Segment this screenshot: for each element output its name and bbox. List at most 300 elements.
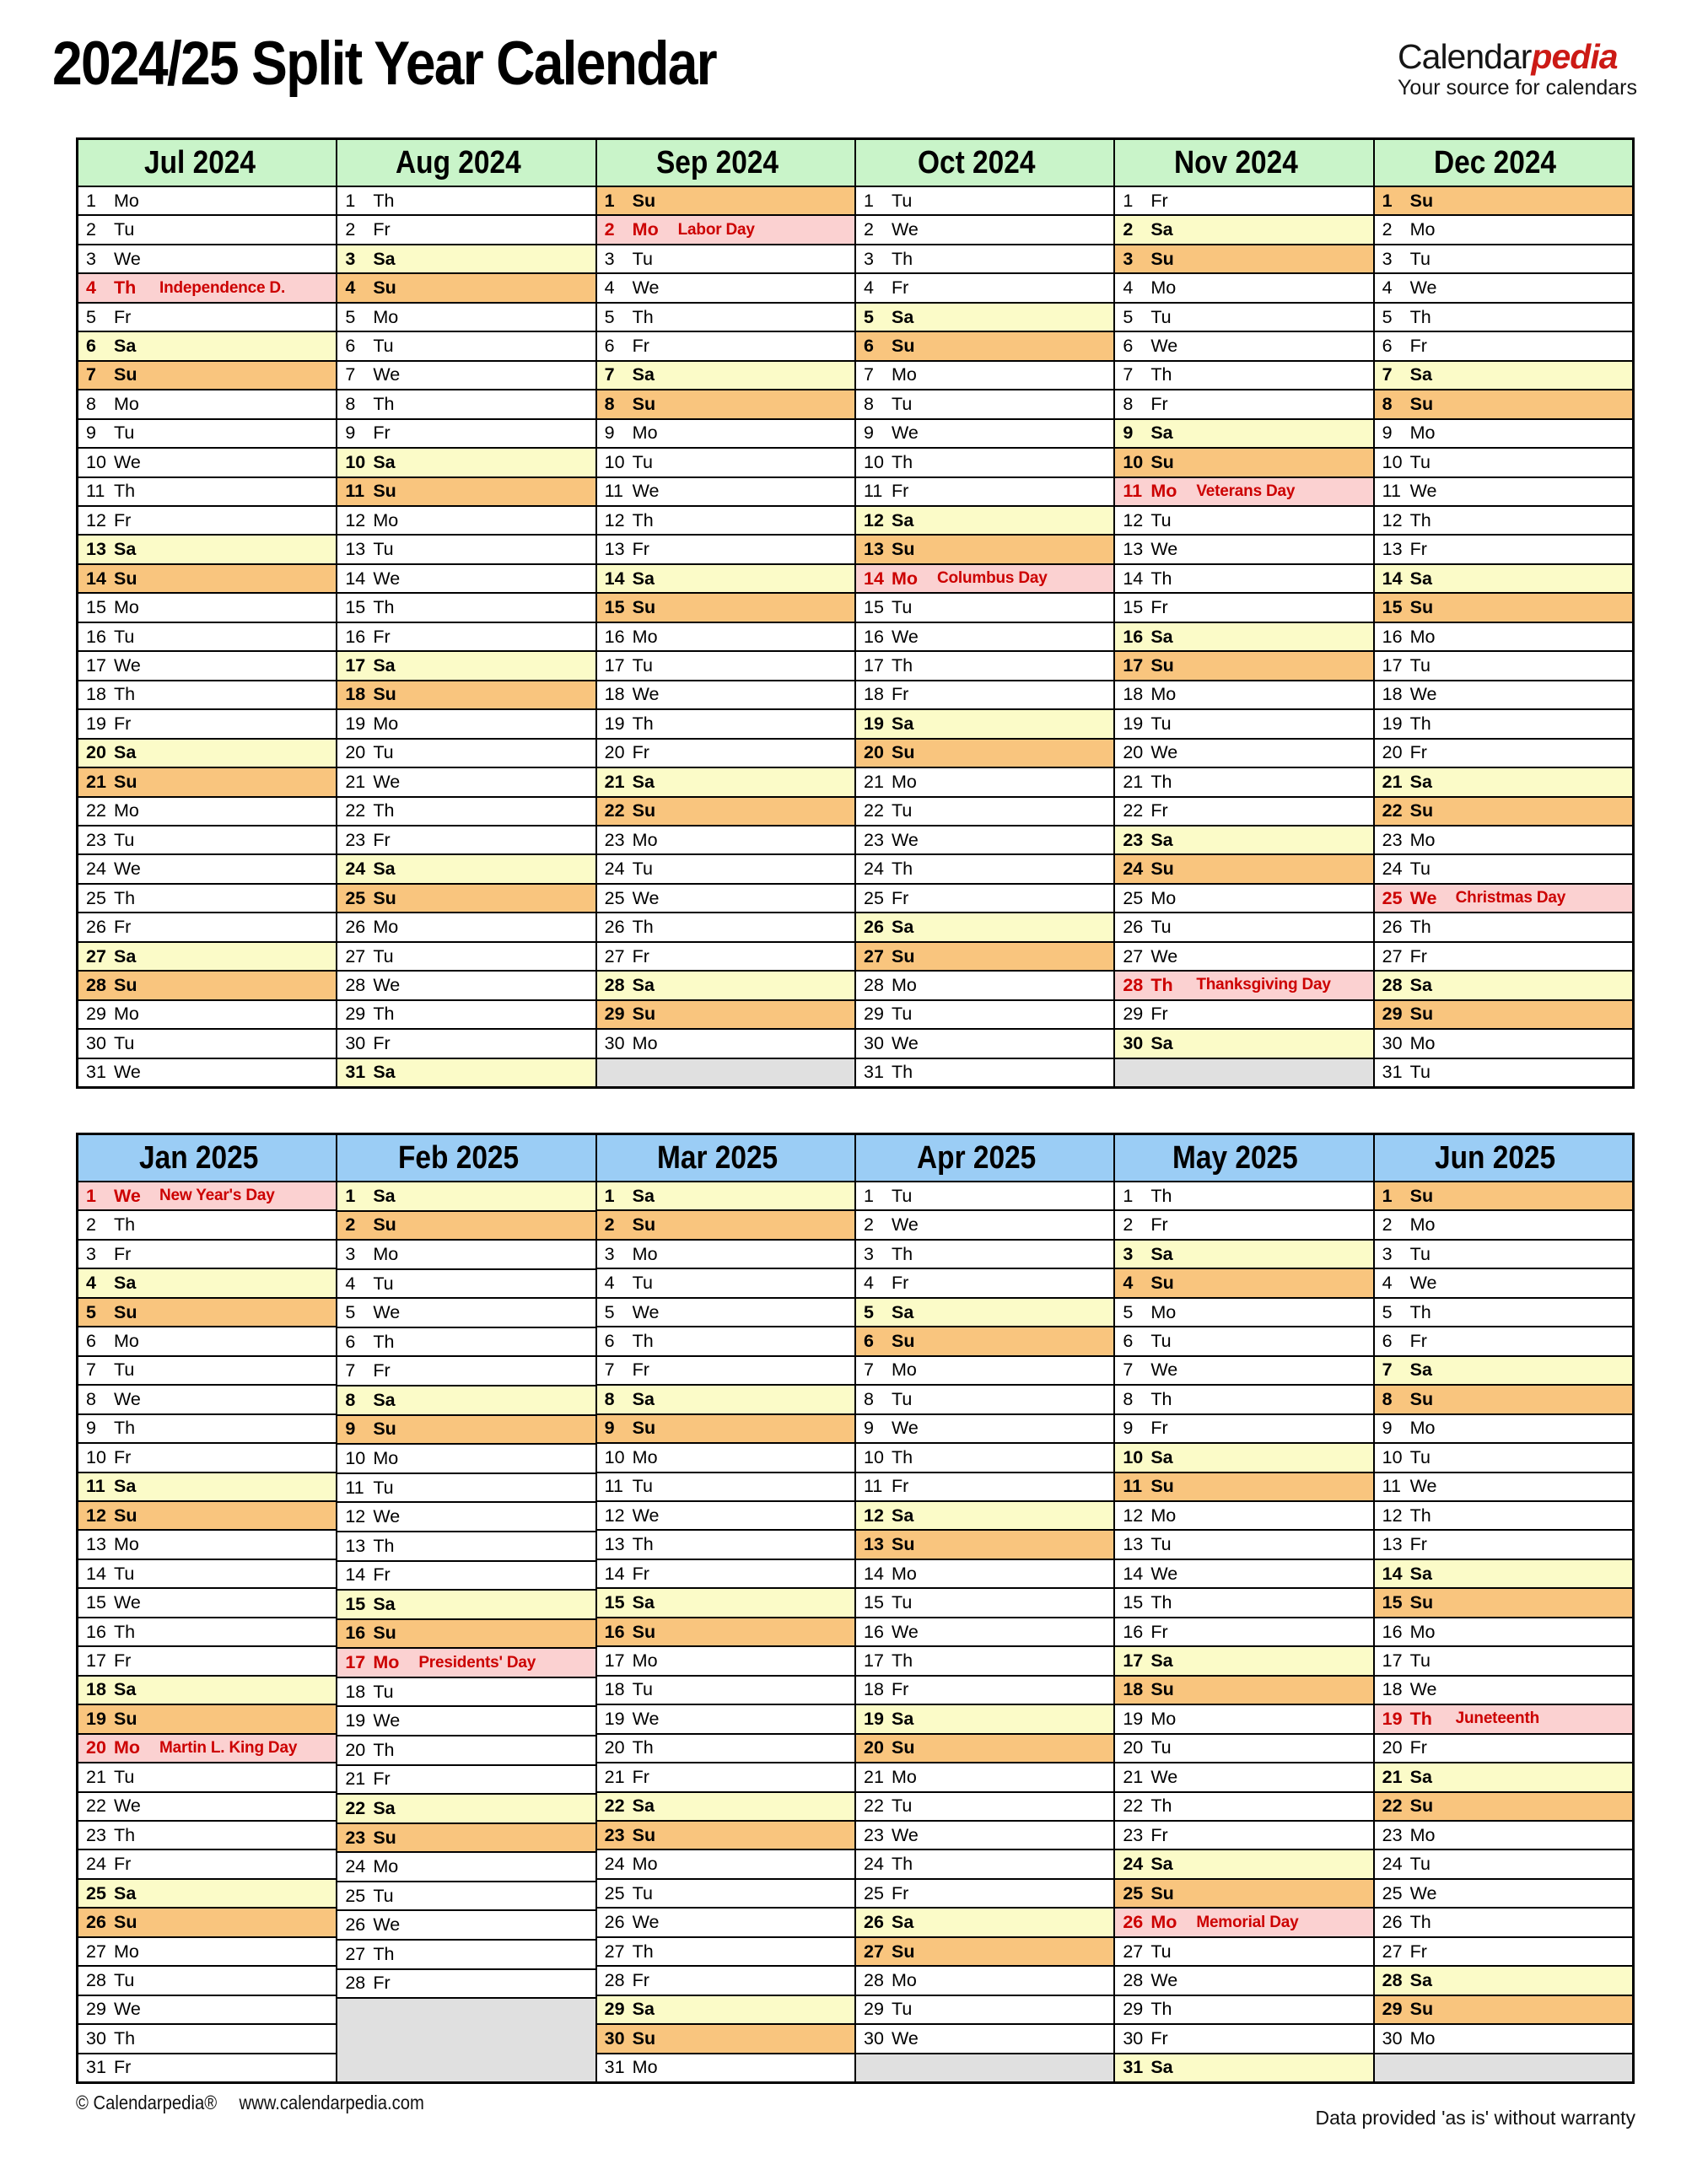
day-cell [78,1357,336,1386]
weekday-abbr: Th [1150,974,1173,995]
month-header-row-2025 [78,1135,1632,1182]
day-number: 22 [1123,800,1144,821]
day-cell [1375,710,1632,739]
day-cell [597,1211,854,1240]
day-cell [1375,1211,1632,1240]
weekday-abbr: Su [891,1737,915,1758]
weekday-abbr: Sa [891,1912,914,1933]
day-number: 10 [1123,451,1144,472]
day-number: 6 [1382,335,1393,356]
weekday-abbr: Mo [1409,2027,1436,2049]
weekday-abbr: Sa [632,364,655,385]
weekday-abbr: Mo [632,1446,658,1467]
holiday-label: Independence D. [159,278,286,297]
day-number: 28 [1123,974,1144,995]
day-number: 5 [345,1302,356,1323]
weekday-abbr: Su [1409,1592,1434,1613]
day-cell [1115,1589,1372,1618]
day-number: 26 [86,917,106,938]
weekday-abbr: Mo [373,1856,399,1877]
day-cell [1115,1705,1372,1734]
day-cell [1115,536,1372,564]
weekday-abbr: Fr [632,1766,649,1787]
day-cell [1375,798,1632,826]
weekday-abbr: Su [891,1941,915,1962]
weekday-abbr: Tu [1409,1854,1431,1875]
day-cell [337,885,595,913]
day-number: 11 [1382,481,1401,502]
weekday-abbr: Tu [114,1969,135,1990]
day-number: 10 [1382,451,1403,472]
day-cell [78,826,336,855]
weekday-abbr: Th [891,1446,913,1467]
day-number: 24 [86,1854,106,1875]
day-number: 26 [1123,1912,1144,1933]
weekday-abbr: Sa [373,451,396,472]
weekday-abbr: Fr [114,1854,132,1875]
day-number: 22 [86,800,106,821]
weekday-abbr: Sa [891,713,914,734]
day-number: 23 [1382,1824,1403,1845]
day-cell [337,1474,595,1504]
weekday-abbr: Su [891,1330,915,1351]
day-number: 26 [345,1914,366,1936]
day-number: 19 [345,713,366,734]
day-number: 7 [1382,364,1393,385]
day-cell [597,594,854,622]
weekday-abbr: Sa [373,1185,396,1206]
day-cell [1375,478,1632,507]
day-number: 28 [604,974,625,995]
holiday-label: Christmas Day [1455,889,1566,907]
day-cell [597,1473,854,1502]
weekday-abbr: Sa [632,1592,655,1613]
day-number: 11 [1123,1476,1143,1497]
weekday-abbr: We [891,1032,919,1053]
day-number: 2 [604,1214,615,1236]
day-number: 31 [86,2057,106,2078]
weekday-abbr: Su [114,771,137,792]
weekday-abbr: Tu [373,1681,394,1702]
weekday-abbr: Fr [114,2057,132,2078]
weekday-abbr: Su [891,742,915,763]
weekday-abbr: Th [1409,713,1431,734]
weekday-abbr: Mo [891,1766,917,1787]
weekday-abbr: Th [114,1824,136,1845]
day-cell [78,1909,336,1937]
day-cell [856,216,1113,245]
day-number: 25 [863,887,884,908]
day-cell [1375,1269,1632,1298]
day-cell [1375,245,1632,274]
day-cell [597,1327,854,1356]
logo-tagline: Your source for calendars [1398,76,1637,100]
day-cell [1115,1357,1372,1386]
day-cell [1375,1589,1632,1618]
holiday-label: Columbus Day [936,569,1048,588]
weekday-abbr: Fr [891,481,909,502]
weekday-abbr: Sa [632,974,655,995]
weekday-abbr: Tu [632,248,653,269]
day-number: 21 [345,1769,366,1790]
day-number: 26 [345,917,366,938]
day-number: 14 [1123,1563,1144,1584]
weekday-abbr: Sa [1150,626,1173,647]
day-number: 27 [604,945,625,966]
day-number: 13 [345,1535,366,1556]
weekday-abbr: Mo [632,1854,658,1875]
day-cell [856,362,1113,390]
month-column [337,187,596,1086]
day-cell [856,1589,1113,1618]
day-number: 5 [86,306,96,327]
day-cell [337,1241,595,1270]
weekday-abbr: Th [1150,771,1172,792]
day-cell [1115,652,1372,681]
day-number: 27 [86,945,106,966]
day-cell [856,565,1113,594]
day-number: 6 [1123,335,1134,356]
day-cell [337,798,595,826]
day-cell [597,1299,854,1327]
weekday-abbr: Su [891,1534,915,1555]
day-number: 18 [863,1679,884,1700]
weekday-abbr: Th [373,1739,395,1760]
day-number: 13 [345,539,366,560]
day-cell [78,304,336,332]
weekday-abbr: We [1150,1969,1178,1990]
day-number: 16 [863,1621,884,1642]
day-number: 15 [863,597,884,618]
day-cell [78,1030,336,1058]
day-number: 9 [86,423,96,444]
day-number: 16 [604,626,625,647]
weekday-abbr: Mo [1150,1301,1177,1322]
weekday-abbr: Sa [891,917,914,938]
day-cell [1115,826,1372,855]
day-number: 13 [86,539,106,560]
weekday-abbr: Mo [373,1243,399,1264]
day-number: 22 [604,1796,625,1817]
weekday-abbr: Tu [373,539,394,560]
weekday-abbr: Fr [891,1679,909,1700]
weekday-abbr: Su [114,1912,137,1933]
day-number: 11 [863,1476,883,1497]
weekday-abbr: We [891,626,919,647]
day-number: 13 [1382,1534,1403,1555]
day-cell [337,362,595,390]
weekday-abbr: Su [1150,1882,1174,1903]
day-cell [1115,1269,1372,1298]
weekday-abbr: We [632,1708,660,1729]
day-cell [337,1620,595,1650]
day-number: 6 [863,335,874,356]
weekday-abbr: Tu [114,219,135,240]
weekday-abbr: Tu [1150,713,1172,734]
day-number: 23 [863,1824,884,1845]
day-cell [597,1241,854,1269]
weekday-abbr: Sa [373,1797,396,1818]
day-number: 15 [863,1592,884,1613]
day-cell [1375,1001,1632,1030]
weekday-abbr: Mo [373,509,399,530]
day-number: 8 [1382,1388,1393,1409]
day-cell [78,740,336,768]
day-cell [1375,1473,1632,1502]
day-number: 13 [604,1534,625,1555]
day-cell [1375,1415,1632,1444]
weekday-abbr: Mo [1150,277,1177,299]
day-number: 6 [345,335,356,356]
day-cell [1115,594,1372,622]
weekday-abbr: Sa [373,1062,396,1083]
weekday-abbr: Tu [114,829,135,850]
day-number: 25 [1123,887,1144,908]
day-cell [597,1822,854,1850]
day-cell [1115,1299,1372,1327]
logo-wordmark-black: Calendar [1398,37,1532,76]
day-number: 19 [1123,1708,1144,1729]
weekday-abbr: Fr [1150,2027,1168,2049]
weekday-abbr: Su [373,1419,396,1440]
day-cell [1115,187,1372,216]
day-cell [1375,768,1632,797]
weekday-abbr: Sa [1409,1359,1432,1381]
weekday-abbr: Mo [114,800,139,821]
day-number: 10 [1123,1446,1144,1467]
weekday-abbr: Su [632,800,656,821]
day-cell [337,536,595,564]
day-cell [337,332,595,361]
weekday-abbr: Th [632,917,654,938]
day-number: 13 [863,1534,884,1555]
day-number: 20 [1382,1737,1403,1758]
day-cell [597,1763,854,1792]
day-cell [1115,362,1372,390]
weekday-abbr: Th [373,1004,395,1025]
weekday-abbr: Su [373,277,396,299]
day-number: 29 [863,1999,884,2020]
weekday-abbr: Th [114,887,136,908]
weekday-abbr: Th [1409,306,1431,327]
weekday-abbr: Fr [114,509,132,530]
day-number: 4 [86,277,96,299]
day-cell [1115,1909,1372,1937]
day-number: 1 [604,1185,615,1206]
day-number: 1 [345,190,356,211]
day-cell [856,1327,1113,1356]
day-number: 27 [345,1943,366,1964]
weekday-abbr: Fr [891,1882,909,1903]
weekday-abbr: We [891,1824,919,1845]
day-cell [597,1357,854,1386]
day-number: 9 [86,1418,96,1439]
day-cell [78,332,336,361]
day-cell [597,332,854,361]
day-number: 12 [1123,509,1144,530]
weekday-abbr: Su [1150,1679,1174,1700]
day-cell [856,943,1113,972]
day-number: 18 [345,684,366,705]
weekday-abbr: Fr [891,887,909,908]
day-cell [337,420,595,449]
day-cell [337,1707,595,1736]
day-cell [1375,1444,1632,1473]
day-number: 30 [1382,2027,1403,2049]
day-cell [1375,362,1632,390]
weekday-abbr: Sa [114,335,137,356]
weekday-abbr: Sa [1409,1766,1432,1787]
day-cell [337,1766,595,1796]
month-header [1375,1135,1632,1181]
day-number: 27 [863,1941,884,1962]
day-cell [1375,740,1632,768]
day-cell [78,536,336,564]
weekday-abbr: Th [632,713,654,734]
day-number: 28 [345,1973,366,1994]
day-number: 29 [86,1999,106,2020]
weekday-abbr: Mo [891,364,917,385]
day-cell [78,885,336,913]
day-cell [337,972,595,1000]
day-number: 23 [86,1824,106,1845]
weekday-abbr: Fr [1409,1534,1427,1555]
day-cell [856,1938,1113,1967]
weekday-abbr: Su [1409,1388,1434,1409]
weekday-abbr: Fr [1150,800,1168,821]
day-cell [1115,1327,1372,1356]
day-cell [1115,740,1372,768]
weekday-abbr: Mo [114,1534,139,1555]
day-cell [597,681,854,710]
day-cell [1375,1763,1632,1792]
day-cell [1115,681,1372,710]
day-number: 2 [345,1214,356,1236]
weekday-abbr: Sa [1150,2057,1173,2078]
day-number: 3 [604,248,615,269]
day-number: 16 [1123,1621,1144,1642]
day-number: 16 [604,1621,625,1642]
day-number: 17 [1382,1650,1403,1671]
day-cell [597,1386,854,1414]
day-number: 4 [604,1273,615,1294]
weekday-abbr: Th [632,1737,654,1758]
day-cell [597,740,854,768]
month-header [597,1135,856,1181]
month-column [597,1182,856,2081]
day-number: 19 [86,713,106,734]
day-cell [597,1618,854,1647]
day-cell [1115,1560,1372,1589]
day-number: 1 [86,190,96,211]
day-cell [1375,1880,1632,1909]
day-number: 21 [1123,771,1144,792]
weekday-abbr: We [1150,335,1178,356]
month-header [1375,140,1632,186]
weekday-abbr: Su [114,364,137,385]
day-cell [1115,390,1372,419]
day-cell [78,1269,336,1298]
day-number: 7 [86,364,96,385]
day-number: 3 [86,248,96,269]
weekday-abbr: Fr [632,335,649,356]
month-column [1375,187,1632,1086]
weekday-abbr: Mo [1409,1214,1436,1236]
day-cell [1115,623,1372,652]
weekday-abbr: Th [891,1854,913,1875]
month-column [78,187,337,1086]
day-number: 10 [345,1447,366,1468]
day-number: 5 [1382,1301,1393,1322]
day-number: 8 [1382,393,1393,414]
day-cell [78,216,336,245]
weekday-abbr: Th [373,1331,395,1352]
day-number: 14 [1382,1563,1403,1584]
day-number: 25 [1123,1882,1144,1903]
weekday-abbr: Th [1150,1796,1172,1817]
weekday-abbr: Tu [891,190,913,211]
weekday-abbr: Mo [373,1652,400,1673]
weekday-abbr: Fr [891,277,909,299]
weekday-abbr: Tu [632,1476,653,1497]
day-cell [1375,681,1632,710]
day-cell [856,681,1113,710]
day-cell [1115,1822,1372,1850]
day-number: 26 [863,1912,884,1933]
month-header [1115,1135,1374,1181]
weekday-abbr: Sa [1150,1243,1173,1264]
day-cell [597,449,854,477]
day-number: 8 [345,393,356,414]
day-number: 9 [604,423,615,444]
day-number: 24 [863,859,884,880]
day-cell [856,798,1113,826]
day-number: 12 [86,1505,106,1526]
day-number: 31 [863,1062,884,1083]
day-cell [78,1850,336,1879]
weekday-abbr: Mo [891,1969,917,1990]
weekday-abbr: Tu [891,597,913,618]
copyright-text: © Calendarpedia® [76,2092,218,2113]
weekday-abbr: Mo [632,1032,658,1053]
weekday-abbr: Th [891,248,913,269]
day-cell [856,2025,1113,2054]
day-number: 5 [86,1301,96,1322]
day-cell [78,1386,336,1414]
weekday-abbr: We [891,1418,919,1439]
day-cell [597,2054,854,2081]
day-cell [78,362,336,390]
day-cell [337,623,595,652]
weekday-abbr: Fr [373,219,391,240]
day-number: 14 [86,1563,106,1584]
weekday-abbr: Su [1150,859,1174,880]
day-cell [856,1967,1113,1995]
weekday-abbr: Mo [891,1359,917,1381]
day-number: 30 [345,1032,366,1053]
day-cell [78,798,336,826]
day-number: 18 [604,1679,625,1700]
day-number: 3 [863,248,874,269]
day-number: 1 [604,190,615,211]
day-number: 6 [86,1330,96,1351]
day-number: 12 [1382,1505,1403,1526]
day-cell [856,768,1113,797]
day-cell [1115,507,1372,536]
weekday-abbr: We [373,974,401,995]
day-cell [78,2025,336,2054]
weekday-abbr: Sa [114,539,137,560]
